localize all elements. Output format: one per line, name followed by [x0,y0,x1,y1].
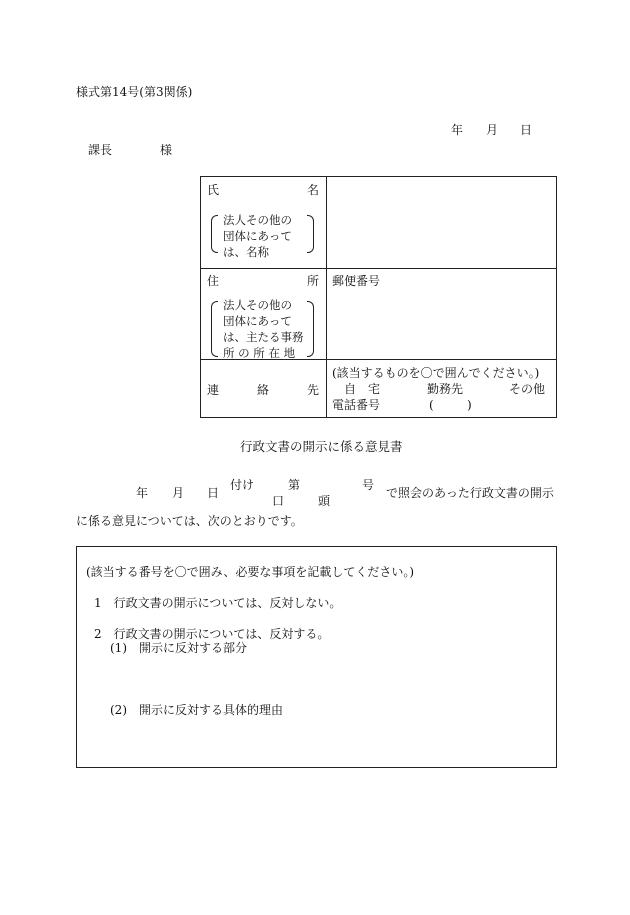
opposed-reason-label: (2) 開示に反対する具体的理由 [110,703,283,717]
postal-code-label: 郵便番号 [332,274,381,288]
reference-kou: 頭 [318,494,331,508]
contact-label: 連 絡 先 [207,383,319,397]
addressee-title: 課長 [88,143,113,157]
table-row-divider [201,268,556,269]
contact-option-home[interactable]: 自 宅 [344,382,381,396]
addressee-honorific: 様 [160,143,173,157]
reference-text: で照会のあった行政文書の開示 [386,486,554,500]
address-label: 住 所 [207,274,319,288]
address-note: 法人その他の 団体にあって は、主たる事務 所 の 所 在 地 [223,298,304,360]
reference-dai: 第 [288,478,301,492]
name-label: 氏 名 [207,183,319,197]
date-day-label: 日 [520,123,533,137]
reference-kuchi: 口 [272,494,285,508]
note-bracket-left [211,215,218,253]
form-number: 様式第14号(第3関係) [76,85,193,99]
option-opposed[interactable]: 2 行政文書の開示については、反対する。 [94,627,330,641]
date-month-label: 月 [486,123,499,137]
note-bracket-right [307,301,314,357]
opinion-box[interactable] [76,546,557,768]
contact-option-work[interactable]: 勤務先 [427,382,464,396]
contact-option-other[interactable]: その他 [509,382,546,396]
option-not-opposed[interactable]: 1 行政文書の開示については、反対しない。 [94,596,342,610]
phone-paren-open: ( [429,398,434,412]
reference-text-line2: に係る意見については、次のとおりです。 [76,514,303,528]
document-title: 行政文書の開示に係る意見書 [240,439,403,454]
applicant-info-table [200,176,557,418]
name-input-area[interactable] [327,177,556,267]
address-input-area[interactable] [327,291,556,357]
opposed-part-label: (1) 開示に反対する部分 [110,641,247,655]
phone-number-label: 電話番号 [332,398,381,412]
note-bracket-left [211,301,218,357]
reference-go: 号 [362,478,375,492]
reference-year-label: 年 [136,486,149,500]
contact-instruction: (該当するものを〇で囲んでください。) [332,366,540,380]
reference-tsuke: 付け [230,478,255,492]
opinion-instruction: (該当する番号を〇で囲み、必要な事項を記載してください。) [86,565,415,579]
reference-month-label: 月 [172,486,185,500]
name-note: 法人その他の 団体にあって は、名称 [223,213,292,259]
date-year-label: 年 [451,123,464,137]
phone-paren-close: ) [467,398,472,412]
note-bracket-right [307,215,314,253]
reference-day-label: 日 [207,486,220,500]
